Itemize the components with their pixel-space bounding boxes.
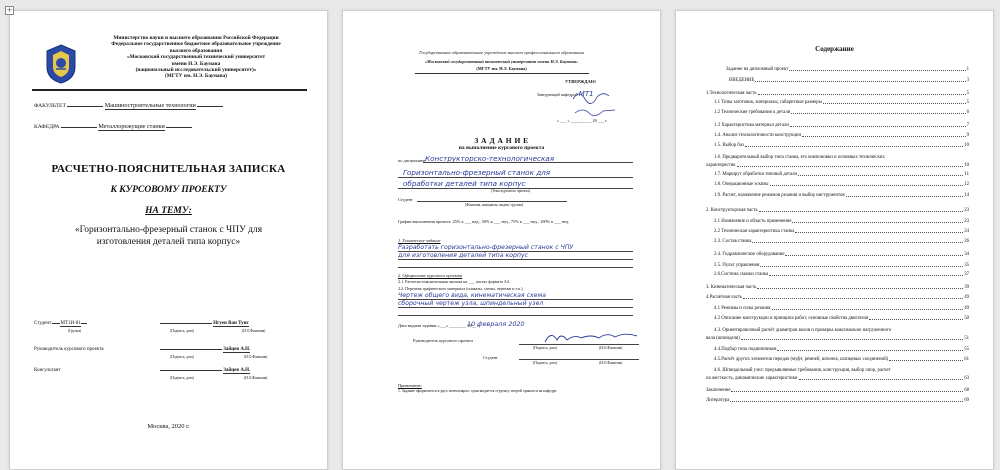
toc-entry-text: 2.3. Состав станка: [714, 239, 752, 244]
toc-entry-text: 2.6.Система смазки станка: [714, 272, 769, 277]
theme-line-1: «Горизонтально-фрезерный станок с ЧПУ для: [74, 225, 263, 235]
toc-entry[interactable]: [706, 367, 969, 374]
toc-leader-dots: [802, 132, 966, 137]
handwritten-line: Чертеж общего вида, кинематическая схема: [398, 292, 546, 299]
student-group: МТ1И-81: [60, 321, 81, 326]
toc-entry-page: 51: [964, 336, 969, 341]
toc-entry[interactable]: [706, 218, 969, 225]
approve-label: УТВЕРЖДАЮ: [565, 79, 596, 84]
institution-line: (национальный исследовательский университет)»: [135, 67, 257, 74]
design-label: 2. Оформление курсового проекта: [398, 273, 463, 278]
toc-entry[interactable]: [706, 397, 969, 404]
toc-entry-page: 14: [964, 193, 969, 198]
toc-entry-page: 6: [966, 110, 969, 115]
toc-entry-page: 23: [964, 208, 969, 213]
toc-entry-page: 39: [964, 285, 969, 290]
toc-leader-dots: [795, 228, 963, 233]
toc-entry-page: 3: [966, 78, 969, 83]
faculty-row: [34, 102, 223, 110]
toc-entry[interactable]: [706, 335, 969, 342]
toc-entry[interactable]: [706, 181, 969, 188]
toc-entry-page: 69: [964, 398, 969, 403]
institution-line: Федеральное государственное бюджетное образовательное учреждение: [111, 41, 281, 48]
toc-entry-page: 49: [964, 295, 969, 300]
toc-leader-dots: [758, 90, 966, 95]
toc-entry-page: 5: [966, 100, 969, 105]
toc-leader-dots: [731, 387, 963, 392]
toc-leader-dots: [889, 356, 963, 361]
toc-entry[interactable]: [706, 387, 969, 394]
toc-entry-page: 5: [966, 91, 969, 96]
toc-entry-page: 49: [964, 306, 969, 311]
toc-leader-dots: [846, 192, 964, 197]
toc-entry-text: 4.3. Ориентировочный расчёт диаметров валов и проверка максимально нагруженного: [714, 328, 892, 333]
toc-leader-dots: [769, 271, 963, 276]
toc-entry[interactable]: [706, 99, 969, 106]
toc-entry[interactable]: [706, 262, 969, 269]
toc-entry[interactable]: [706, 294, 969, 301]
discipline-label: по дисциплине: [398, 158, 426, 163]
toc-entry-page: 10: [964, 143, 969, 148]
toc-entry[interactable]: [706, 132, 969, 139]
toc-entry-text: 1.9. Расчет, назначение режимов резания и выбор инструментов: [714, 193, 845, 198]
toc-entry[interactable]: [706, 375, 969, 382]
toc-entry[interactable]: [706, 346, 969, 353]
handwritten-line: Горизонтально-фрезерный станок для: [403, 168, 551, 177]
title-page[interactable]: [6, 6, 328, 470]
institution-line: имени Н.Э. Баумана: [171, 60, 221, 67]
toc-entry[interactable]: [706, 238, 969, 245]
toc-leader-dots: [785, 251, 963, 256]
group-caption: (Группа): [68, 329, 82, 333]
department-value: Металлорежущие станки: [98, 123, 165, 130]
note-text: 1. Задание оформляется в двух экземплярах; один выдается студенту, второй хранится на кафедре.: [398, 389, 558, 393]
toc-entry-page: 11: [964, 172, 969, 177]
student-label: Студент: [34, 321, 52, 326]
toc-leader-dots: [745, 142, 963, 147]
toc-entry[interactable]: [706, 109, 969, 116]
toc-entry-text: ВВЕДЕНИЕ: [729, 78, 755, 83]
assignment-title: З А Д А Н И Е: [474, 136, 529, 145]
toc-entry[interactable]: [706, 192, 969, 199]
institution-line: «Московский государственный технический университет: [126, 54, 266, 61]
toc-entry[interactable]: [706, 77, 969, 84]
handwritten-line: для изготовления деталей типа корпус: [398, 252, 529, 259]
approve-date: « ___ » __________ 20 ___ г.: [557, 118, 608, 123]
city-year: Москва, 2020 г.: [147, 423, 190, 430]
design-item-2: 2.2. Перечень графического материала (плакаты, схемы, чертежи и т.п.): [398, 286, 523, 291]
schedule-row: График выполнения проекта: 25% к ___ нед., 50% к ___ нед., 75% к ___ нед., 100% к ___ нед.: [398, 219, 570, 224]
ministry-line: Министерство науки и высшего образования Российской Федерации: [113, 35, 279, 41]
toc-entry[interactable]: [706, 171, 969, 178]
institution-header: [86, 35, 306, 80]
department-row: [34, 123, 192, 131]
note-label: Примечание:: [398, 383, 422, 388]
toc-entry-page: 23: [964, 219, 969, 224]
supervisor-label: Руководитель курсового проекта: [34, 347, 104, 352]
toc-entry-page: 50: [964, 316, 969, 321]
toc-entry-text: вала (шпинделя): [706, 336, 740, 341]
approve-dept: МТ1: [578, 90, 594, 98]
assignment-header-line: Государственное образовательное учреждение высшего профессионального образования: [419, 50, 584, 55]
toc-entry[interactable]: [706, 154, 969, 161]
sign-date-caption: (Подпись, дата): [170, 355, 194, 359]
toc-leader-dots: [757, 284, 963, 289]
toc-entry-text: Литература: [706, 398, 730, 403]
toc-entry[interactable]: [706, 315, 969, 322]
toc-leader-dots: [798, 171, 963, 176]
faculty-label: ФАКУЛЬТЕТ: [34, 103, 66, 109]
student-label: Студент: [398, 197, 413, 202]
toc-leader-dots: [730, 397, 963, 402]
toc-entry[interactable]: [706, 327, 969, 334]
toc-entry-page: 61: [964, 357, 969, 362]
toc-entry[interactable]: [706, 142, 969, 149]
assignment-header-line: (МГТУ им. Н.Э. Баумана): [476, 66, 527, 71]
toc-page[interactable]: [675, 10, 994, 470]
issue-date-label: Дата выдачи задания «___» ________ 20__ г.: [398, 323, 480, 328]
consultant-label: Консультант: [34, 368, 61, 373]
toc-leader-dots: [799, 375, 964, 380]
toc-entry[interactable]: [706, 122, 969, 129]
toc-entry-text: 4.4.Подбор типа подшипников: [714, 347, 777, 352]
handwritten-line: Разработать горизонтально-фрезерный станок с ЧПУ: [398, 244, 574, 251]
toc-leader-dots: [869, 315, 963, 320]
fio-caption: (И.О.Фамилия): [599, 346, 623, 350]
approver-name-scribble-icon: [573, 105, 617, 117]
toc-entry-page: 63: [964, 376, 969, 381]
toc-entry-page: 37: [964, 272, 969, 277]
toc-entry-text: 1.8. Операционные эскизы: [714, 182, 769, 187]
student-sign-label: Студент: [483, 355, 498, 360]
toc-entry-page: 1: [966, 67, 969, 72]
toc-title: Содержание: [815, 45, 854, 53]
toc-leader-dots: [770, 181, 964, 186]
doc-subtitle: К КУРСОВОМУ ПРОЕКТУ: [110, 185, 227, 195]
fio-caption: (И.О.Фамилия): [244, 355, 268, 359]
toc-leader-dots: [743, 294, 963, 299]
toc-leader-dots: [792, 218, 963, 223]
toc-entry[interactable]: [706, 207, 969, 214]
bmstu-emblem-icon: [44, 43, 78, 85]
toc-entry-text: 1.4. Анализ технологичности конструкции: [714, 133, 802, 138]
toc-entry-text: 3. Кинематическая часть: [706, 285, 757, 290]
assignment-page[interactable]: [342, 10, 661, 470]
approver-signature-icon: [571, 87, 611, 107]
toc-entry-text: 1.1 Типы заготовок, материалы, габаритные размеры: [714, 100, 822, 105]
toc-entry-page: 55: [964, 347, 969, 352]
fio-caption: (И.О.Фамилия): [599, 361, 623, 365]
toc-leader-dots: [789, 66, 965, 71]
toc-leader-dots: [759, 207, 963, 212]
consultant-sign-row: [160, 368, 250, 374]
toc-leader-dots: [823, 99, 966, 104]
toc-entry[interactable]: [706, 284, 969, 291]
supervisor-sign-row: [160, 347, 250, 353]
toc-entry-text: 4.2 Описание конструкции и принципа работ, основные свойства двигателя: [714, 316, 869, 321]
toc-entry-page: 9: [966, 133, 969, 138]
toc-entry-text: 4.1 Режимы и силы резания: [714, 306, 771, 311]
toc-entry[interactable]: [706, 162, 969, 169]
toc-leader-dots: [772, 305, 964, 310]
theme-label: НА ТЕМУ:: [145, 206, 192, 216]
toc-entry-text: 2.4. Гидравлическое оборудование: [714, 252, 785, 257]
toc-entry[interactable]: [706, 228, 969, 235]
supervisor-label: Руководитель курсового проекта: [413, 338, 473, 343]
theme-line-2: изготовления деталей типа корпус»: [96, 237, 241, 247]
toc-entry-text: 4.Расчётная часть: [706, 295, 743, 300]
approve-head: Заведующий кафедрой: [537, 92, 578, 97]
fio-caption: (И.О.Фамилия): [244, 376, 268, 380]
design-item-1: 2.1. Расчетно-пояснительная записка на ___ листах формата А4.: [398, 279, 510, 284]
toc-entry-text: 1.6. Предварительный выбор типа станка, его компоновки и основных технических: [714, 155, 885, 160]
institution-line: (МГТУ им. Н.Э. Баумана): [164, 73, 228, 80]
toc-entry-page: 34: [964, 252, 969, 257]
toc-entry-text: 1.7. Маршрут обработки типовой детали: [714, 172, 798, 177]
sign-date-caption: (Подпись, дата): [170, 376, 194, 380]
toc-leader-dots: [790, 122, 966, 127]
assignment-header-line: «Московский государственный технический университет имени Н.Э. Баумана»: [424, 59, 579, 64]
toc-entry-page: 24: [964, 229, 969, 234]
student-sign-row: [160, 321, 249, 327]
toc-leader-dots: [752, 238, 963, 243]
header-divider: [415, 73, 589, 74]
faculty-value: Машиностроительные технологии: [104, 102, 196, 109]
toc-entry-page: 35: [964, 263, 969, 268]
assignment-subtitle: на выполнение курсового проекта: [458, 145, 545, 151]
toc-entry[interactable]: [706, 90, 969, 97]
toc-leader-dots: [791, 109, 965, 114]
sign-date-caption: (Подпись, дата): [170, 329, 194, 333]
topic-caption: (Тема курсового проекта): [491, 189, 531, 193]
sign-date-caption: (Подпись, дата): [533, 346, 557, 350]
table-move-handle-icon[interactable]: +: [6, 6, 13, 14]
handwritten-line: Конструкторско-технологическая: [425, 154, 555, 163]
toc-leader-dots: [737, 162, 964, 167]
toc-entry-page: 7: [966, 123, 969, 128]
toc-entry-text: 1.5. Выбор баз: [714, 143, 744, 148]
toc-entry-text: 1.Технологическая часть: [706, 91, 757, 96]
toc-entry[interactable]: [706, 356, 969, 363]
handwritten-date: 10 февраля 2020: [467, 320, 525, 328]
doc-title: РАСЧЕТНО-ПОЯСНИТЕЛЬНАЯ ЗАПИСКА: [51, 163, 286, 175]
header-divider: [32, 89, 307, 91]
department-label: КАФЕДРА: [34, 124, 60, 130]
institution-line: высшего образования: [169, 47, 223, 54]
supervisor-name: Зайцев А.Н.: [223, 347, 251, 352]
toc-entry-text: 4.5.Расчёт других элементов передач (муфт, ремней, шпонок, шлицевых соединений): [714, 357, 889, 362]
toc-entry-page: 10: [964, 163, 969, 168]
student-name: Нгуен Ван Тунг: [213, 321, 249, 326]
toc-entry[interactable]: [706, 66, 969, 73]
fio-caption: (И.О.Фамилия): [242, 329, 266, 333]
handwritten-line: обработки деталей типа корпус: [403, 179, 526, 188]
toc-entry-text: характеристик: [706, 163, 736, 168]
student-caption: (Фамилия, инициалы, индекс группы): [465, 203, 524, 207]
toc-leader-dots: [741, 335, 963, 340]
tech-task-label: 1. Техническое задание: [398, 238, 441, 243]
toc-entry-text: Задание на дипломный проект: [726, 67, 789, 72]
toc-entry[interactable]: [706, 251, 969, 258]
toc-entry-text: 1.2 Технические требования к детали: [714, 110, 791, 115]
handwritten-line: сборочный чертеж узла, шпиндельный узел: [398, 300, 544, 307]
toc-entry-page: 12: [964, 182, 969, 187]
toc-entry-page: 26: [964, 239, 969, 244]
consultant-name: Зайцев А.Н.: [223, 368, 251, 373]
student-row: [34, 321, 87, 327]
toc-entry-text: 1.3 Характеристика материал детали: [714, 123, 789, 128]
toc-entry-text: 4.6. Шпиндельный узел: предъявляемые требования, конструкция, выбор опор, расчет: [714, 368, 891, 373]
toc-entry-text: 2. Конструкторская часть: [706, 208, 758, 213]
toc-entry-text: на жесткость, динамические характеристики: [706, 376, 798, 381]
toc-entry-text: 2.1 Назначение и область применение: [714, 219, 792, 224]
toc-entry[interactable]: [706, 271, 969, 278]
sign-date-caption: (Подпись, дата): [533, 361, 557, 365]
toc-entry-page: 68: [964, 388, 969, 393]
toc-leader-dots: [760, 262, 963, 267]
toc-entry[interactable]: [706, 305, 969, 312]
toc-leader-dots: [777, 346, 963, 351]
toc-leader-dots: [755, 77, 965, 82]
toc-entry-text: 2.2 Техническая характеристика станка: [714, 229, 795, 234]
toc-entry-text: 2.5. Пульт управления: [714, 263, 760, 268]
toc-entry-text: Заключение: [706, 388, 731, 393]
